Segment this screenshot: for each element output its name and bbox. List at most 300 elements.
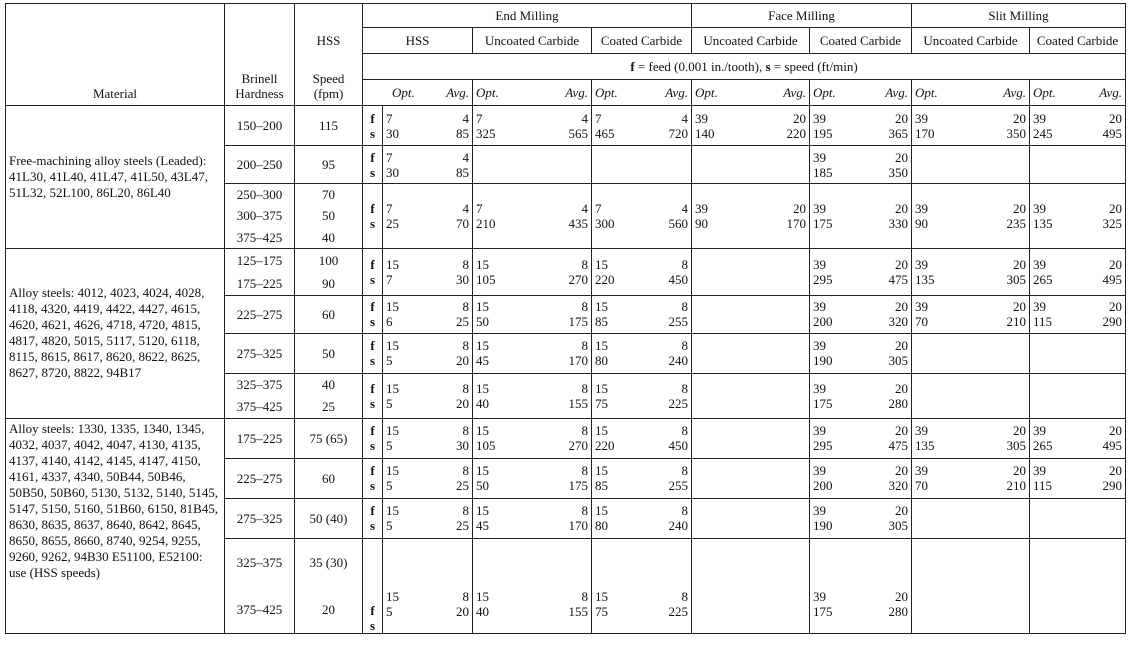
slit-coated-cell (1030, 538, 1126, 633)
end-hss-cell-values (386, 299, 469, 329)
speed-value: 85 (595, 314, 608, 330)
feed-value: 15 (476, 463, 489, 479)
fs-labels (366, 201, 379, 231)
speed-value: 45 (476, 518, 489, 534)
feed-value: 39 (1033, 200, 1046, 216)
end-hss-cell-values (386, 503, 469, 533)
s-label: s (369, 125, 376, 141)
speed-value: 30 (386, 125, 399, 141)
f-label: f (370, 338, 375, 354)
hardness-cell (225, 333, 295, 373)
speed-value: 175 (813, 395, 833, 411)
feed-value: 15 (595, 299, 608, 315)
slit-coated-cell (1030, 106, 1126, 146)
speed-value: 280 (888, 395, 908, 411)
speed-value: 350 (1006, 125, 1026, 141)
end-coated-cell (592, 106, 692, 146)
speed-value: 25 (456, 478, 469, 494)
feed-value: 39 (1033, 256, 1046, 272)
speed-value: 25 (456, 518, 469, 534)
feed-value: 15 (386, 299, 399, 315)
feed-value: 39 (813, 463, 826, 479)
feed-value: 8 (581, 503, 588, 519)
hardness-value: 375–425 (236, 601, 283, 617)
feed-value: 4 (462, 149, 469, 165)
hardness-cell (225, 295, 295, 333)
speed-cell (295, 333, 363, 373)
feed-speed-label (363, 295, 383, 333)
speed-value: 305 (1006, 271, 1026, 287)
end-hss-cell (383, 418, 473, 458)
hardness-cell (225, 248, 295, 295)
hardness-cell (225, 184, 295, 249)
speed-value: 225 (668, 395, 688, 411)
hardness-value: 375–425 (236, 229, 283, 245)
speed-value: 30 (456, 438, 469, 454)
feed-speed-label (363, 458, 383, 498)
hardness-value: 375–425 (236, 399, 283, 415)
speed-value: 475 (888, 438, 908, 454)
speed-value: 210 (1006, 478, 1026, 494)
face-uncoated-cell (692, 498, 810, 538)
speed-value: 115 (318, 118, 339, 133)
speed-value: 155 (568, 603, 588, 619)
feed-value: 39 (1033, 423, 1046, 439)
face-uncoated-cell (692, 373, 810, 418)
face-coated-cell-values (813, 257, 908, 287)
speed-value: 175 (813, 215, 833, 231)
hardness-value: 175–225 (236, 430, 283, 446)
face-uncoated-cell (692, 248, 810, 295)
face-coated-cell (810, 184, 912, 249)
end-uncoated-cell (473, 373, 592, 418)
speed-value: 60 (322, 306, 335, 322)
end-coated-cell-values (595, 381, 688, 411)
slit-coated-cell-values (1033, 463, 1122, 493)
opt-avg-cell (912, 80, 1030, 106)
material-cell: Alloy steels: 1330, 1335, 1340, 1345, 4032, 4037, 4042, 4047, 4130, 4135, 4137, 4140, 4142, 4145, 4147, 4150, 4161, 4337, 4340, 50B44, 50B46, 50B50, 50B60, 5130, 5132, 5140, 5145, 5147, 5150, 5160, 51B60, 6150, 81B45, 8630, 8635, 8637, 8640, 8642, 8645, 8650, 8655, 8660, 8740, 9254, 9255, 9260, 9262, 94B30 E51100, E52100: use (HSS speeds) (6, 418, 225, 633)
feed-speed-label (363, 498, 383, 538)
face-coated-cell (810, 418, 912, 458)
end-coated-cell-values (595, 299, 688, 329)
speed-value: 240 (668, 518, 688, 534)
feed-value: 39 (1033, 463, 1046, 479)
speed-value: 5 (386, 438, 393, 454)
speed-value: 170 (568, 353, 588, 369)
feed-speed-label (363, 184, 383, 249)
speed-value: 20 (322, 601, 335, 617)
end-uncoated-cell (473, 146, 592, 184)
note-s: s (765, 59, 771, 74)
speed-value: 170 (915, 125, 935, 141)
face-coated-cell-values (813, 338, 908, 368)
opt-label: Opt. (595, 85, 618, 100)
face-coated-cell (810, 538, 912, 633)
speed-value: 45 (476, 353, 489, 369)
speed-value: 245 (1033, 125, 1053, 141)
table-row (6, 248, 1126, 295)
opt-avg-pair (695, 85, 806, 100)
material-cell: Free-machining alloy steels (Leaded): 41L30, 41L40, 41L47, 41L50, 43L47, 51L32, 52L100, 86L20, 86L40 (6, 106, 225, 249)
end-uncoated-cell (473, 295, 592, 333)
end-hss-cell (383, 333, 473, 373)
speed-value: 305 (888, 518, 908, 534)
face-coated-cell-values (813, 150, 908, 180)
speed-value: 255 (668, 478, 688, 494)
end-uncoated-cell-values (476, 589, 588, 619)
speed-value: 70 (915, 314, 928, 330)
speed-value: 30 (456, 271, 469, 287)
speed-value: 70 (322, 187, 335, 203)
end-hss-cell-values (386, 257, 469, 287)
face-coated-cell (810, 106, 912, 146)
feed-value: 20 (895, 423, 908, 439)
s-label: s (369, 438, 376, 454)
f-label: f (370, 110, 375, 126)
hardness-cell (225, 373, 295, 418)
speed-value: 75 (595, 603, 608, 619)
end-hss-cell-values (386, 338, 469, 368)
speed-value: 40 (476, 395, 489, 411)
slit-coated-cell (1030, 248, 1126, 295)
feed-value: 15 (386, 463, 399, 479)
speed-value: 450 (668, 271, 688, 287)
feed-value: 39 (813, 200, 826, 216)
avg-label: Avg. (665, 85, 688, 100)
speed-value: 25 (456, 314, 469, 330)
f-label: f (370, 380, 375, 396)
face-uncoated-cell (692, 458, 810, 498)
feed-value: 39 (1033, 110, 1046, 126)
speed-value: 320 (888, 478, 908, 494)
feed-value: 39 (1033, 299, 1046, 315)
f-label: f (370, 200, 375, 216)
feed-value: 15 (595, 463, 608, 479)
face-coated-cell (810, 146, 912, 184)
end-hss-cell (383, 498, 473, 538)
speed-cell (295, 498, 363, 538)
speed-value: 20 (456, 353, 469, 369)
feed-value: 39 (915, 256, 928, 272)
feed-value: 20 (1013, 256, 1026, 272)
face-coated-cell-values (813, 299, 908, 329)
table-row (6, 106, 1126, 146)
end-uncoated-cell-values (476, 111, 588, 141)
slit-coated-cell-values (1033, 201, 1122, 231)
feed-value: 8 (681, 503, 688, 519)
slit-coated-cell (1030, 146, 1126, 184)
speed-value: 140 (695, 125, 715, 141)
speed-value: 80 (595, 353, 608, 369)
feed-value: 8 (462, 299, 469, 315)
speed-value: 85 (456, 164, 469, 180)
speed-value: 30 (386, 164, 399, 180)
s-label: s (369, 314, 376, 330)
end-hss-cell-values (386, 150, 469, 180)
feed-value: 15 (476, 423, 489, 439)
speed-value: 135 (915, 438, 935, 454)
opt-avg-cell (810, 80, 912, 106)
feed-value: 8 (462, 256, 469, 272)
note-s-text: = speed (ft/min) (770, 59, 858, 74)
feed-value: 7 (386, 200, 393, 216)
end-uncoated-cell (473, 498, 592, 538)
speed-value: 255 (668, 314, 688, 330)
slit-uncoated-cell-values (915, 299, 1026, 329)
table-body (6, 106, 1126, 634)
slit-uncoated-cell (912, 295, 1030, 333)
end-coated-cell-values (595, 589, 688, 619)
feed-speed-label (363, 538, 383, 633)
s-label: s (369, 164, 376, 180)
face-uncoated-cell (692, 106, 810, 146)
speed-value: 270 (568, 438, 588, 454)
speed-cell (295, 184, 363, 249)
face-uncoated-cell (692, 146, 810, 184)
avg-label: Avg. (783, 85, 806, 100)
feed-value: 4 (462, 200, 469, 216)
face-coated-cell (810, 248, 912, 295)
end-coated-cell (592, 538, 692, 633)
hardness-value: 275–325 (236, 510, 283, 526)
feed-value: 20 (895, 338, 908, 354)
face-coated-cell (810, 333, 912, 373)
feed-value: 39 (813, 299, 826, 315)
face-coated-cell-values (813, 503, 908, 533)
slit-uncoated-cell (912, 106, 1030, 146)
feed-value: 8 (681, 463, 688, 479)
end-coated-cell-values (595, 257, 688, 287)
face-uncoated-cell (692, 295, 810, 333)
feed-value: 39 (813, 588, 826, 604)
fs-labels (366, 603, 379, 633)
feed-value: 15 (595, 256, 608, 272)
hardness-value: 200–250 (236, 157, 283, 172)
feed-value: 15 (386, 588, 399, 604)
speed-value: 265 (1033, 438, 1053, 454)
end-uncoated-cell-values (476, 201, 588, 231)
end-uncoated-cell (473, 458, 592, 498)
speed-value: 80 (595, 518, 608, 534)
end-coated-cell-values (595, 201, 688, 231)
end-hss-cell (383, 373, 473, 418)
header-face-coated: Coated Carbide (810, 28, 912, 54)
speed-value: 75 (595, 395, 608, 411)
end-uncoated-cell-values (476, 503, 588, 533)
header-brinell: Brinell Hardness (225, 4, 295, 106)
speed-value: 175 (813, 603, 833, 619)
speed-value: 240 (668, 353, 688, 369)
opt-label: Opt. (1033, 85, 1056, 100)
feed-value: 20 (1109, 256, 1122, 272)
end-uncoated-cell (473, 184, 592, 249)
speed-value: 40 (322, 377, 335, 393)
hardness-value: 300–375 (236, 208, 283, 224)
s-label: s (369, 478, 376, 494)
feed-value: 7 (386, 149, 393, 165)
face-coated-cell-values (813, 111, 908, 141)
face-uncoated-cell (692, 333, 810, 373)
header-face-milling: Face Milling (692, 4, 912, 28)
end-hss-cell-values (386, 463, 469, 493)
speed-value: 325 (1102, 215, 1122, 231)
feed-value: 8 (462, 380, 469, 396)
speed-cell (295, 458, 363, 498)
speed-value: 210 (476, 215, 496, 231)
feed-value: 8 (462, 423, 469, 439)
opt-avg-pair (595, 85, 688, 100)
slit-uncoated-cell (912, 418, 1030, 458)
feed-value: 39 (915, 423, 928, 439)
slit-coated-cell (1030, 498, 1126, 538)
feed-value: 4 (681, 200, 688, 216)
speed-value: 20 (456, 395, 469, 411)
speed-value: 115 (1033, 478, 1053, 494)
f-label: f (370, 602, 375, 618)
face-coated-cell-values (813, 381, 908, 411)
f-label: f (370, 463, 375, 479)
opt-label: Opt. (813, 85, 836, 100)
feed-value: 4 (462, 110, 469, 126)
f-label: f (370, 256, 375, 272)
hardness-cell (225, 106, 295, 146)
speed-value: 50 (322, 208, 335, 224)
end-coated-cell (592, 146, 692, 184)
s-label: s (369, 518, 376, 534)
speed-value: 195 (813, 125, 833, 141)
speed-value: 135 (1033, 215, 1053, 231)
header-slit-coated: Coated Carbide (1030, 28, 1126, 54)
opt-label: Opt. (915, 85, 938, 100)
end-uncoated-cell-values (476, 423, 588, 453)
note-f-text: = feed (0.001 in./tooth), (634, 59, 766, 74)
note-f: f (630, 59, 635, 74)
feed-value: 20 (895, 200, 908, 216)
speed-value: 50 (40) (309, 510, 348, 526)
fs-labels (366, 257, 379, 287)
speed-value: 5 (386, 395, 393, 411)
face-uncoated-cell (692, 538, 810, 633)
fs-labels (366, 503, 379, 533)
opt-avg-end-hss (363, 80, 473, 106)
speed-value: 175 (568, 314, 588, 330)
f-label: f (370, 423, 375, 439)
face-coated-cell (810, 373, 912, 418)
speed-value: 305 (888, 353, 908, 369)
speed-value: 85 (456, 125, 469, 141)
fs-labels (366, 423, 379, 453)
end-hss-cell-values (386, 201, 469, 231)
slit-uncoated-cell (912, 538, 1030, 633)
slit-uncoated-cell-values (915, 111, 1026, 141)
slit-coated-cell (1030, 333, 1126, 373)
speed-cell (295, 248, 363, 295)
feed-value: 20 (895, 463, 908, 479)
hardness-value: 175–225 (236, 275, 283, 291)
speed-value: 25 (386, 215, 399, 231)
opt-avg-pair (476, 85, 588, 100)
avg-label: Avg. (1099, 85, 1122, 100)
feed-value: 15 (386, 338, 399, 354)
opt-avg-pair (915, 85, 1026, 100)
speed-value: 95 (322, 157, 335, 172)
face-coated-cell-values (813, 201, 908, 231)
feed-value: 7 (595, 110, 602, 126)
speed-cell (295, 295, 363, 333)
end-uncoated-cell-values (476, 299, 588, 329)
feed-value: 15 (386, 380, 399, 396)
feed-value: 39 (915, 463, 928, 479)
speed-value: 295 (813, 438, 833, 454)
s-label: s (369, 271, 376, 287)
feed-value: 15 (476, 256, 489, 272)
end-coated-cell (592, 418, 692, 458)
speed-value: 40 (476, 603, 489, 619)
feed-value: 20 (895, 149, 908, 165)
feed-value: 15 (595, 423, 608, 439)
end-coated-cell-values (595, 463, 688, 493)
speed-value: 365 (888, 125, 908, 141)
opt-label: Opt. (392, 85, 415, 100)
speed-value: 90 (695, 215, 708, 231)
speed-value: 265 (1033, 271, 1053, 287)
feed-value: 20 (793, 110, 806, 126)
opt-avg-pair (813, 85, 908, 100)
feed-speed-label (363, 418, 383, 458)
face-coated-cell-values (813, 589, 908, 619)
feed-value: 20 (1013, 463, 1026, 479)
hardness-value: 225–275 (236, 306, 283, 322)
feed-value: 20 (895, 110, 908, 126)
fs-labels (366, 150, 379, 180)
speed-value: 25 (322, 399, 335, 415)
end-coated-cell (592, 458, 692, 498)
speed-value: 170 (786, 215, 806, 231)
speed-value: 280 (888, 603, 908, 619)
hardness-value: 325–375 (236, 377, 283, 393)
speed-value: 465 (595, 125, 615, 141)
hardness-value: 325–375 (236, 554, 283, 570)
opt-avg-cell (692, 80, 810, 106)
end-coated-cell (592, 333, 692, 373)
feed-value: 39 (915, 110, 928, 126)
end-hss-cell-values (386, 381, 469, 411)
feed-value: 8 (462, 463, 469, 479)
avg-label: Avg. (565, 85, 588, 100)
opt-avg-pair (1033, 85, 1122, 100)
header-end-coated: Coated Carbide (592, 28, 692, 54)
end-hss-cell-values (386, 589, 469, 619)
feed-value: 15 (476, 588, 489, 604)
feed-value: 20 (1109, 423, 1122, 439)
hardness-value: 150–200 (236, 118, 283, 133)
speed-value: 220 (595, 271, 615, 287)
end-uncoated-cell-values (476, 381, 588, 411)
speed-value: 190 (813, 353, 833, 369)
speed-value: 75 (65) (309, 430, 348, 446)
speed-value: 35 (30) (309, 554, 348, 570)
feed-value: 20 (1013, 200, 1026, 216)
end-hss-cell (383, 106, 473, 146)
slit-coated-cell (1030, 295, 1126, 333)
header-end-milling: End Milling (363, 4, 692, 28)
f-label: f (370, 149, 375, 165)
speed-value: 70 (456, 215, 469, 231)
end-uncoated-cell (473, 106, 592, 146)
feed-value: 39 (813, 380, 826, 396)
feed-value: 39 (813, 110, 826, 126)
slit-coated-cell-values (1033, 423, 1122, 453)
